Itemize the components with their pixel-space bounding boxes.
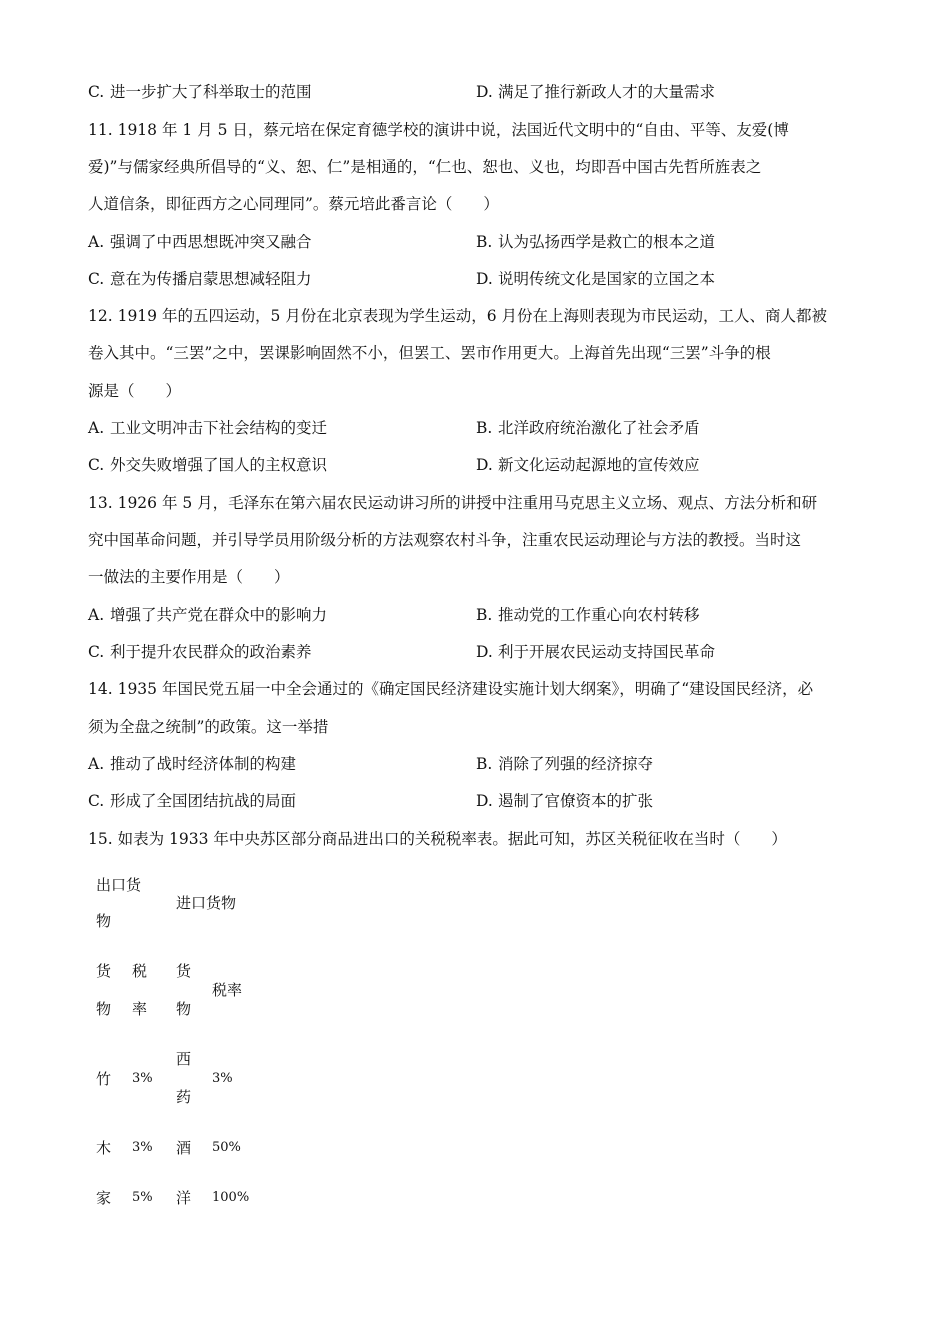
option-text: 推动了战时经济体制的构建 xyxy=(110,755,297,773)
table-row-1-import-goods-line-2: 药 xyxy=(176,1088,192,1106)
table-row-1-import-goods-line-1: 西 xyxy=(176,1050,192,1068)
option-letter: B. xyxy=(476,755,493,773)
q14-option-b xyxy=(476,754,653,774)
table-row-2-export-goods: 木 xyxy=(96,1139,112,1157)
q12-option-d xyxy=(476,455,700,475)
q12-stem-line-2: 卷入其中。“三罢”之中，罢课影响固然不小，但罢工、罢市作用更大。上海首先出现“三罢”斗争的根 xyxy=(88,344,771,362)
table-row-3-export-rate: 5% xyxy=(132,1190,153,1205)
option-letter: C. xyxy=(88,456,105,474)
q14-option-c xyxy=(88,791,296,811)
option-letter: A. xyxy=(88,419,105,437)
q14-stem-line-2: 须为全盘之统制”的政策。这一举措 xyxy=(88,718,329,736)
q11-option-c xyxy=(88,269,312,289)
option-letter: A. xyxy=(88,233,105,251)
q12-option-b xyxy=(476,418,700,438)
option-letter: C. xyxy=(88,83,105,101)
table-row-1-export-rate: 3% xyxy=(132,1071,153,1086)
option-letter: A. xyxy=(88,606,105,624)
q10-option-c xyxy=(88,82,312,102)
col-rate-b: 税率 xyxy=(212,981,243,999)
q12-stem-line-3: 源是（ ） xyxy=(88,382,182,400)
option-text: 新文化运动起源地的宣传效应 xyxy=(498,456,700,474)
export-header-line-2: 物 xyxy=(96,912,112,930)
option-letter: B. xyxy=(476,606,493,624)
option-text: 满足了推行新政人才的大量需求 xyxy=(498,83,716,101)
option-text: 推动党的工作重心向农村转移 xyxy=(498,606,700,624)
col-goods-a-line-1: 货 xyxy=(96,962,112,980)
table-row-1-export-goods: 竹 xyxy=(96,1070,112,1088)
col-goods-b-line-2: 物 xyxy=(176,1000,192,1018)
q13-stem-line-3: 一做法的主要作用是（ ） xyxy=(88,568,290,586)
option-text: 形成了全国团结抗战的局面 xyxy=(110,792,297,810)
q12-option-c xyxy=(88,455,327,475)
q11-stem-line-3: 人道信条，即征西方之心同理同”。蔡元培此番言论（ ） xyxy=(88,195,499,213)
table-row-2-import-rate: 50% xyxy=(212,1140,241,1155)
q13-option-c xyxy=(88,642,312,662)
q12-option-a xyxy=(88,418,327,438)
option-text: 认为弘扬西学是救亡的根本之道 xyxy=(498,233,716,251)
option-letter: D. xyxy=(476,456,493,474)
option-text: 北洋政府统治激化了社会矛盾 xyxy=(498,419,700,437)
col-rate-a-line-2: 率 xyxy=(132,1000,148,1018)
q11-option-b xyxy=(476,232,715,252)
option-text: 进一步扩大了科举取士的范围 xyxy=(110,83,312,101)
export-header-line-1: 出口货 xyxy=(96,876,142,894)
option-text: 外交失败增强了国人的主权意识 xyxy=(110,456,328,474)
col-goods-a-line-2: 物 xyxy=(96,1000,112,1018)
option-letter: C. xyxy=(88,643,105,661)
table-row-2-import-goods: 酒 xyxy=(176,1139,192,1157)
q14-option-a xyxy=(88,754,296,774)
option-letter: D. xyxy=(476,270,493,288)
q14-option-d xyxy=(476,791,653,811)
q10-option-d xyxy=(476,82,715,102)
q12-stem-line-1: 12. 1919 年的五四运动，5 月份在北京表现为学生运动，6 月份在上海则表现为市民运动，工人、商人都被 xyxy=(88,307,828,325)
option-text: 说明传统文化是国家的立国之本 xyxy=(498,270,716,288)
q14-stem-line-1: 14. 1935 年国民党五届一中全会通过的《确定国民经济建设实施计划大纲案》，明确了“建设国民经济，必 xyxy=(88,680,814,698)
col-goods-b-line-1: 货 xyxy=(176,962,192,980)
table-row-1-import-rate: 3% xyxy=(212,1071,233,1086)
option-letter: B. xyxy=(476,419,493,437)
col-rate-a-line-1: 税 xyxy=(132,962,148,980)
option-text: 意在为传播启蒙思想减轻阻力 xyxy=(110,270,312,288)
table-row-3-import-rate: 100% xyxy=(212,1190,250,1205)
q13-stem-line-2: 究中国革命问题，并引导学员用阶级分析的方法观察农村斗争，注重农民运动理论与方法的教授。当时这 xyxy=(88,531,802,549)
option-text: 增强了共产党在群众中的影响力 xyxy=(110,606,328,624)
option-text: 消除了列强的经济掠夺 xyxy=(498,755,654,773)
option-text: 遏制了官僚资本的扩张 xyxy=(498,792,654,810)
option-text: 工业文明冲击下社会结构的变迁 xyxy=(110,419,328,437)
q13-stem-line-1: 13. 1926 年 5 月，毛泽东在第六届农民运动讲习所的讲授中注重用马克思主义立场、观点、方法分析和研 xyxy=(88,494,818,512)
import-header: 进口货物 xyxy=(176,894,237,912)
q15-stem: 15. 如表为 1933 年中央苏区部分商品进出口的关税税率表。据此可知，苏区关税征收在当时（ ） xyxy=(88,830,787,848)
option-letter: D. xyxy=(476,643,493,661)
option-letter: B. xyxy=(476,233,493,251)
q11-stem-line-1: 11. 1918 年 1 月 5 日，蔡元培在保定育德学校的演讲中说，法国近代文明中的“自由、平等、友爱(博 xyxy=(88,121,789,139)
option-letter: C. xyxy=(88,792,105,810)
q11-option-a xyxy=(88,232,312,252)
q13-option-b xyxy=(476,605,700,625)
option-text: 强调了中西思想既冲突又融合 xyxy=(110,233,312,251)
option-text: 利于提升农民群众的政治素养 xyxy=(110,643,312,661)
q11-stem-line-2: 爱)”与儒家经典所倡导的“义、恕、仁”是相通的，“仁也、恕也、义也，均即吾中国古先哲所旌表之 xyxy=(88,158,762,176)
q13-option-d xyxy=(476,642,715,662)
table-row-2-export-rate: 3% xyxy=(132,1140,153,1155)
option-letter: C. xyxy=(88,270,105,288)
option-letter: A. xyxy=(88,755,105,773)
option-text: 利于开展农民运动支持国民革命 xyxy=(498,643,716,661)
option-letter: D. xyxy=(476,792,493,810)
table-row-3-import-goods: 洋 xyxy=(176,1189,192,1207)
q11-option-d xyxy=(476,269,715,289)
q13-option-a xyxy=(88,605,327,625)
table-row-3-export-goods: 家 xyxy=(96,1189,112,1207)
option-letter: D. xyxy=(476,83,493,101)
